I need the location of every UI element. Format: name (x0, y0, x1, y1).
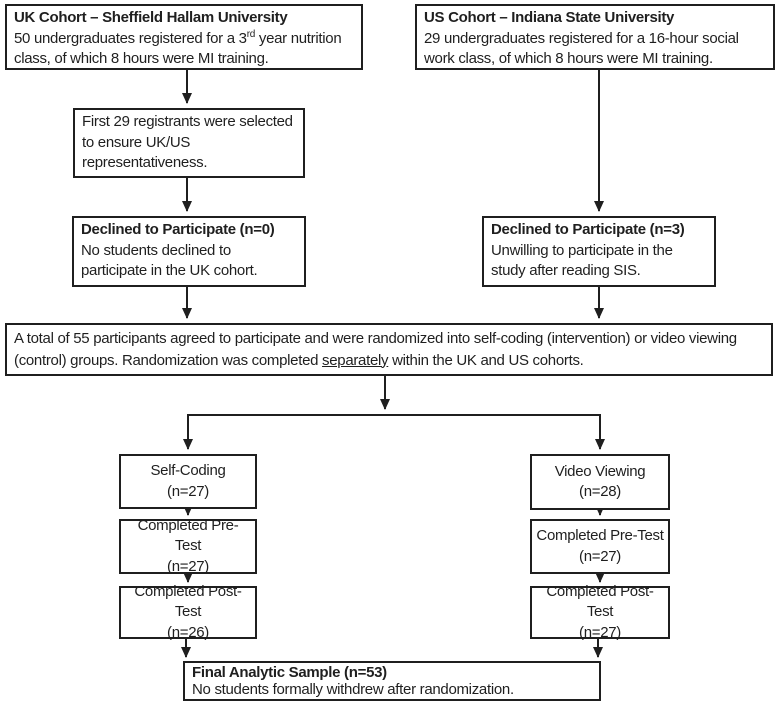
final-sample-title: Final Analytic Sample (n=53) (192, 664, 387, 681)
posttest-left-count: (n=26) (167, 623, 209, 641)
randomization-underlined-word: separately (322, 351, 389, 369)
uk-cohort-body-text: 50 undergraduates registered for a 3 (14, 29, 247, 47)
pretest-left-label: Completed Pre-Test (137, 516, 239, 555)
video-viewing-count: (n=28) (579, 483, 621, 500)
self-coding-box (119, 454, 257, 509)
final-sample-box (183, 661, 601, 701)
video-viewing-label: Video Viewing (554, 462, 646, 480)
final-sample-body: No students formally withdrew after randomization. (192, 681, 514, 698)
declined-uk-title: Declined to Participate (n=0) (81, 221, 275, 238)
pretest-left-count: (n=27) (167, 557, 209, 575)
self-coding-label: Self-Coding (150, 462, 226, 479)
us-cohort-body: 29 undergraduates registered for a 16-hour social work class, of which 8 hours were MI training. (424, 29, 739, 67)
randomization-box (5, 323, 773, 376)
pretest-right-label: Completed Pre-Test (536, 527, 664, 544)
selection-body: First 29 registrants were selected to ensure UK/US representativeness. (82, 113, 293, 171)
pretest-right-count: (n=27) (579, 547, 621, 565)
posttest-right-count: (n=27) (579, 623, 621, 641)
uk-cohort-title: UK Cohort – Sheffield Hallam University (14, 9, 288, 26)
posttest-left-label: Completed Post-Test (134, 582, 242, 621)
declined-us-box (482, 216, 716, 287)
declined-us-title: Declined to Participate (n=3) (491, 221, 685, 238)
us-cohort-box (415, 4, 775, 70)
declined-uk-body: No students declined to participate in the UK cohort. (81, 241, 258, 279)
pretest-left-box (119, 516, 257, 575)
us-cohort-title: US Cohort – Indiana State University (424, 9, 675, 26)
uk-cohort-box (5, 4, 363, 70)
pretest-right-box (530, 519, 670, 574)
uk-cohort-body (14, 29, 354, 70)
randomization-body-text: A total of 55 participants agreed to participate and were randomized into self-coding (intervention) or video viewing (control) groups. Randomization was completed (14, 330, 737, 369)
posttest-left-box (119, 582, 257, 641)
declined-us-body: Unwilling to participate in the study after reading SIS. (491, 241, 673, 279)
posttest-right-box (530, 582, 670, 641)
selection-box (73, 108, 305, 178)
randomization-body-text-cont: within the UK and US cohorts. (388, 351, 584, 369)
video-viewing-box (530, 454, 670, 510)
ordinal-superscript: rd (246, 28, 255, 40)
posttest-right-label: Completed Post-Test (546, 582, 654, 621)
uk-cohort-body-text-cont: year nutrition class, of which 8 hours were MI training. (14, 29, 342, 67)
declined-uk-box (72, 216, 306, 287)
self-coding-count: (n=27) (167, 482, 209, 500)
